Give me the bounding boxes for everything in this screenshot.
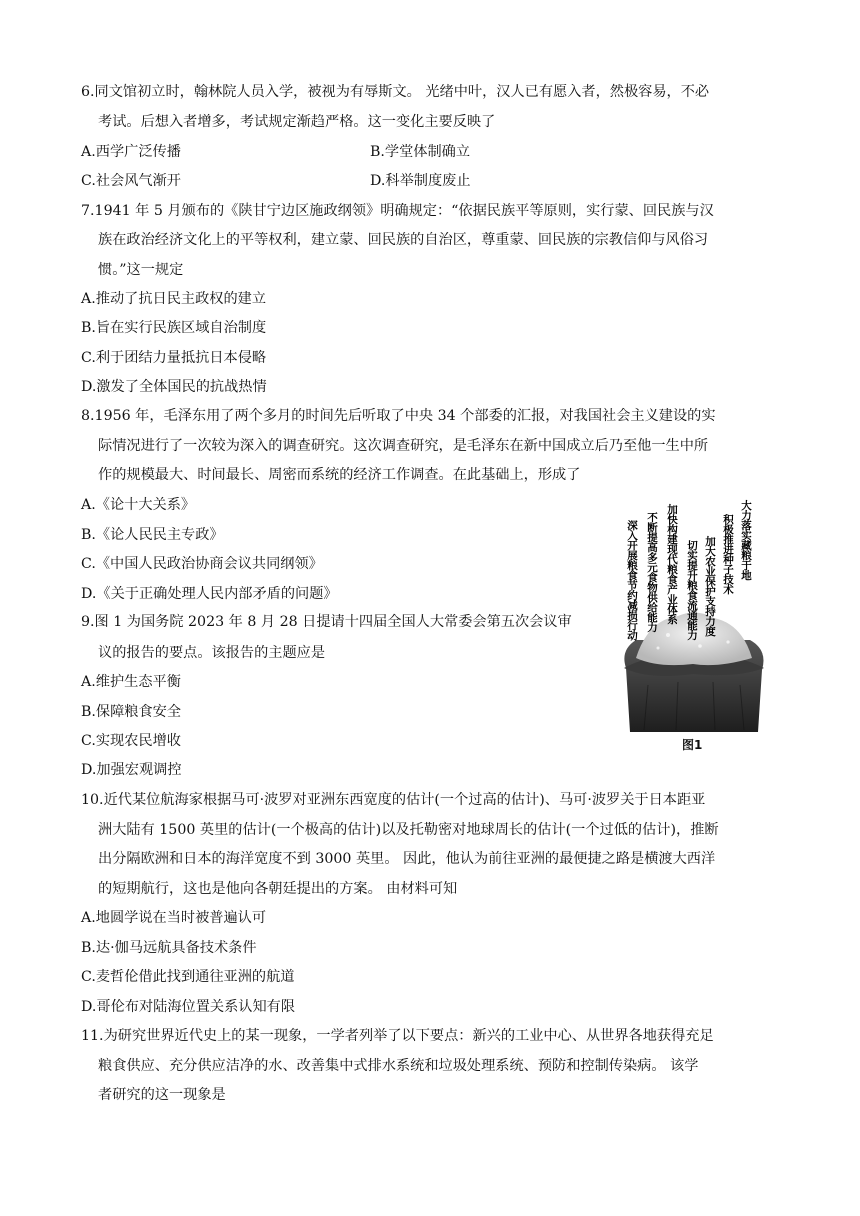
q10-stem-line4: 的短期航行，这也是他向各朝廷提出的方案。 由材料可知: [98, 881, 458, 897]
figure-text-column-5: 加大农业保护支持力度: [704, 536, 716, 636]
q8-option-b: B.《论人民民主专政》: [81, 527, 224, 543]
q9-stem-line2: 议的报告的要点。该报告的主题应是: [98, 645, 326, 661]
q6-option-d: D.科举制度废止: [370, 173, 471, 189]
q6-stem-line2: 考试。后想入者增多，考试规定渐趋严格。这一变化主要反映了: [98, 114, 496, 130]
q6-option-c: C.社会风气渐开: [81, 173, 181, 189]
q8-stem-line3: 作的规模最大、时间最长、周密而系统的经济工作调查。在此基础上，形成了: [98, 467, 581, 483]
q9-stem-line1: 9.图 1 为国务院 2023 年 8 月 28 日提请十四届全国人大常委会第五次会议审: [81, 614, 572, 630]
q7-stem-line2: 族在政治经济文化上的平等权利，建立蒙、回民族的自治区，尊重蒙、回民族的宗教信仰与风俗习: [98, 232, 709, 248]
q8-stem-line1: 8.1956 年，毛泽东用了两个多月的时间先后听取了中央 34 个部委的汇报，对我国社会主义建设的实: [81, 408, 716, 424]
q6-option-a: A.西学广泛传播: [81, 144, 181, 160]
q9-option-b: B.保障粮食安全: [81, 704, 182, 720]
q8-option-a: A.《论十大关系》: [81, 497, 196, 513]
q10-stem-line1: 10.近代某位航海家根据马可·波罗对亚洲东西宽度的估计(一个过高的估计)、马可·波罗关于日本距亚: [81, 792, 706, 808]
q7-stem-line1: 7.1941 年 5 月颁布的《陕甘宁边区施政纲领》明确规定：“依据民族平等原则，实行蒙、回民族与汉: [81, 203, 714, 219]
q9-option-d: D.加强宏观调控: [81, 762, 182, 778]
figure-text-column-7: 大力落实藏粮于地: [740, 500, 752, 580]
q10-stem-line3: 出分隔欧洲和日本的海洋宽度不到 3000 英里。 因此，他认为前往亚洲的最便捷之路是横渡大西洋: [98, 851, 716, 867]
figure-1-grain-sack: [618, 500, 768, 760]
q6-stem-line1: 6.同文馆初立时，翰林院人员入学，被视为有辱斯文。 光绪中叶，汉人已有愿入者，然极容易，不必: [81, 84, 710, 100]
q10-option-b: B.达·伽马远航具备技术条件: [81, 940, 257, 956]
q11-stem-line1: 11.为研究世界近代史上的某一现象，一学者列举了以下要点：新兴的工业中心、从世界各地获得充足: [81, 1028, 714, 1044]
q8-option-c: C.《中国人民政治协商会议共同纲领》: [81, 556, 323, 572]
q7-option-c: C.利于团结力量抵抗日本侵略: [81, 350, 267, 366]
q7-option-d: D.激发了全体国民的抗战热情: [81, 379, 267, 395]
figure-text-column-6: 积极推进种子技术: [722, 514, 734, 594]
q7-option-b: B.旨在实行民族区域自治制度: [81, 320, 267, 336]
figure-text-column-3: 加快构建现代粮食产业体系: [666, 504, 678, 624]
q11-stem-line2: 粮食供应、充分供应洁净的水、改善集中式排水系统和垃圾处理系统、预防和控制传染病。 该学: [98, 1058, 699, 1074]
q10-option-d: D.哥伦布对陆海位置关系认知有限: [81, 999, 296, 1015]
q6-option-b: B.学堂体制确立: [370, 144, 471, 160]
q8-stem-line2: 际情况进行了一次较为深入的调查研究。这次调查研究，是毛泽东在新中国成立后乃至他一生中所: [98, 438, 709, 454]
q7-stem-line3: 惯。”这一规定: [98, 262, 184, 278]
q9-option-a: A.维护生态平衡: [81, 674, 181, 690]
q11-stem-line3: 者研究的这一现象是: [98, 1087, 226, 1103]
figure-1-caption: 图1: [682, 738, 703, 752]
q10-option-a: A.地圆学说在当时被普遍认可: [81, 910, 267, 926]
q7-option-a: A.推动了抗日民主政权的建立: [81, 291, 267, 307]
q10-option-c: C.麦哲伦借此找到通往亚洲的航道: [81, 969, 295, 985]
figure-text-column-4: 切实提升粮食流通能力: [686, 540, 698, 640]
q10-stem-line2: 洲大陆有 1500 英里的估计(一个极高的估计)以及托勒密对地球周长的估计(一个过低的估计)，推断: [98, 822, 719, 838]
q9-option-c: C.实现农民增收: [81, 733, 181, 749]
figure-text-column-2: 不断提高多元食物供给能力: [646, 512, 658, 632]
q8-option-d: D.《关于正确处理人民内部矛盾的问题》: [81, 586, 338, 602]
figure-text-column-1: 深入开展粮食节约减损行动: [626, 520, 638, 640]
